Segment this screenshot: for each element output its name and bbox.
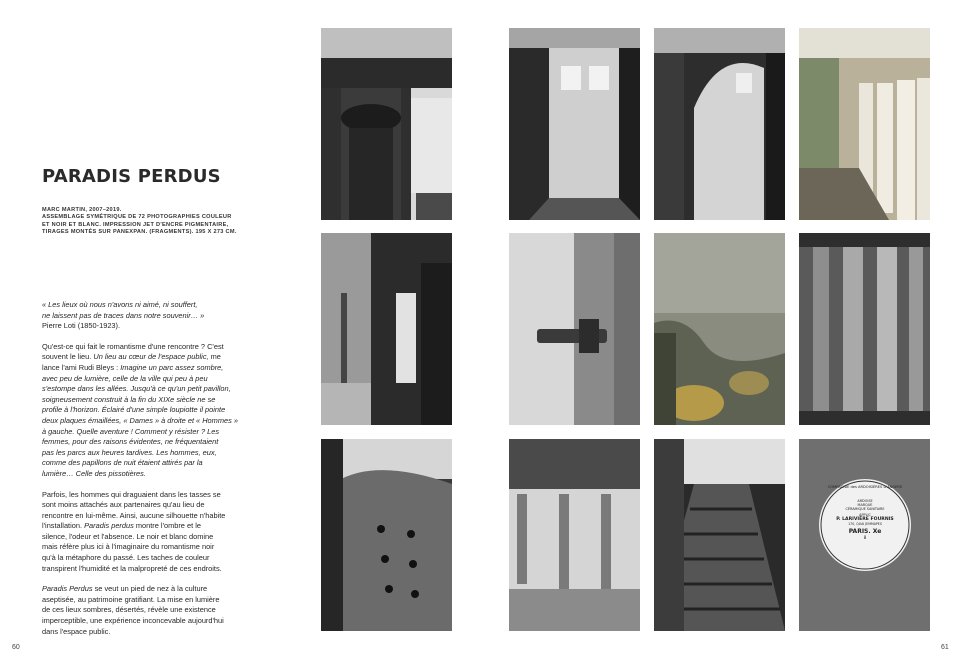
epigraph (42, 300, 272, 332)
text-line: sont moins attachés aux partenaires qu'au lieu de (42, 500, 205, 510)
plaque-line: 170, QUAI JEMMAPES (848, 522, 882, 526)
text-line: silence, l'odeur et l'absence. Le noir et blanc domine (42, 531, 214, 541)
credits-line: MARC MARTIN, 2007–2019. (42, 207, 122, 213)
page-number-right: 61 (941, 644, 949, 651)
text-span: lance l'ami Rudi Bleys : (42, 362, 121, 372)
plaque-line: CÉRAMIQUE SANITAIRE (845, 507, 885, 511)
text-line: pas les parcs aux heures tardives. Les hommes, eux, (42, 447, 217, 457)
paragraph-2 (42, 490, 272, 575)
text-line: Parfois, les hommes qui draguaient dans les tasses se (42, 489, 221, 499)
text-line (42, 584, 272, 595)
text-span: l'installation. (42, 521, 85, 531)
photo-park-pavilion-ironwork (321, 233, 452, 425)
text-line: comme des papillons de nuit étaient attirés par la (42, 458, 203, 468)
plaque-line: MARQUE (857, 503, 873, 507)
photo-iron-column-capital (321, 28, 452, 220)
text-span: Imagine un parc assez sombre, (120, 362, 224, 372)
text-line: à gauche. Quelle aventure ! Comment y résister ? Les (42, 426, 220, 436)
plaque-line: P. LARIVIÈRE FOURNIS (836, 517, 894, 522)
text-line: femmes, pour des raisons évidentes, ne fréquentaient (42, 437, 219, 447)
photo-arched-tile-corridor (654, 28, 785, 220)
quote-author: Pierre Loti (1850-1923). (42, 321, 121, 331)
article-body (42, 300, 272, 647)
text-line: Qu'est-ce qui fait le romantisme d'une rencontre ? C'est (42, 341, 224, 351)
text-span: se veut un pied de nez à la culture (92, 584, 208, 594)
text-line: dans l'espace public. (42, 626, 111, 636)
plaque-line: 8 (863, 535, 867, 540)
text-line (42, 352, 272, 363)
plaque-line: ARDOISE (857, 499, 873, 503)
quote-line: ne laissent pas de traces dans notre souvenir… » (42, 310, 205, 320)
text-line: mais réfère plus ici à l'imaginaire du romantisme noir (42, 542, 215, 552)
text-line: imperceptible, une expérience inconcevable aujourd'hui (42, 616, 224, 626)
credits-line: ASSEMBLAGE SYMÉTRIQUE DE 72 PHOTOGRAPHIES COULEUR (42, 214, 232, 221)
photo-stained-wall-color (654, 233, 785, 425)
text-line (42, 521, 272, 532)
paragraph-3 (42, 584, 272, 637)
text-span: Paradis perdus (84, 521, 134, 531)
photo-ardoisieres-plaque (799, 439, 930, 631)
text-line: transpirent l'humidité et la malpropreté de ces endroits. (42, 563, 222, 573)
plaque-line: APPLIC (859, 513, 871, 517)
credits-line: ET NOIR ET BLANC. IMPRESSION JET D'ENCRE PIGMENTAIRE, (42, 221, 229, 228)
text-line: s'estompe dans les allées. Jusqu'à ce qu'un petit pavillon, (42, 384, 231, 394)
photo-brick-wall-partitions (509, 439, 640, 631)
text-line: avec peu de lumière, celle de la ville qui peu à peu (42, 373, 208, 383)
quote-line: « Les lieux où nous n'avons ni aimé, ni souffert, (42, 300, 198, 309)
plaque-arc-text: COMPAGNIE des ARDOISIÈRES D'ANGERS (827, 485, 903, 489)
text-span: Un lieu au cœur de l'espace public, (93, 352, 209, 362)
article-title: PARADIS PERDUS (42, 166, 221, 187)
plaque-line: PARIS. Xe (848, 528, 882, 535)
text-line: lumière… Celle des pissotières. (42, 468, 146, 478)
text-line: soigneusement construit à la fin du XIXe siècle ne se (42, 394, 216, 404)
text-span: montre l'ombre et le (133, 521, 201, 531)
photo-urinal-stalls-row (799, 28, 930, 220)
text-line: deux plaques émaillées, « Dames » à droite et « Hommes » (42, 415, 238, 425)
text-line: aseptisée, au patrimoine gratifiant. La mise en lumière (42, 594, 220, 604)
photo-stone-staircase (654, 439, 785, 631)
credits-line: TIRAGES MONTÉS SUR PANEXPAN. (FRAGMENTS). 195 X 273 CM. (42, 229, 237, 236)
text-line (42, 363, 272, 374)
text-line: qu'à la métaphore du passé. Les taches de couleur (42, 553, 210, 563)
text-span: Paradis Perdus (42, 584, 93, 594)
text-line: rencontre en lui-même. Ainsi, aucune silhouette n'habite (42, 510, 226, 520)
plaque-text (819, 479, 911, 571)
artwork-credits (42, 207, 282, 237)
text-line: profile à l'horizon. Éclairé d'une simple loupiotte il pointe (42, 405, 226, 415)
page-number-left: 60 (12, 644, 20, 651)
photo-corrugated-metal (799, 233, 930, 425)
text-span: souvent le lieu. (42, 352, 94, 362)
photo-door-latch (509, 233, 640, 425)
paragraph-1 (42, 342, 272, 480)
text-line: de ces lieux sombres, désertés, révèle une existence (42, 605, 216, 615)
photo-perforated-metal-panel (321, 439, 452, 631)
photo-tiled-urinal-interior (509, 28, 640, 220)
text-span: me (208, 352, 221, 362)
